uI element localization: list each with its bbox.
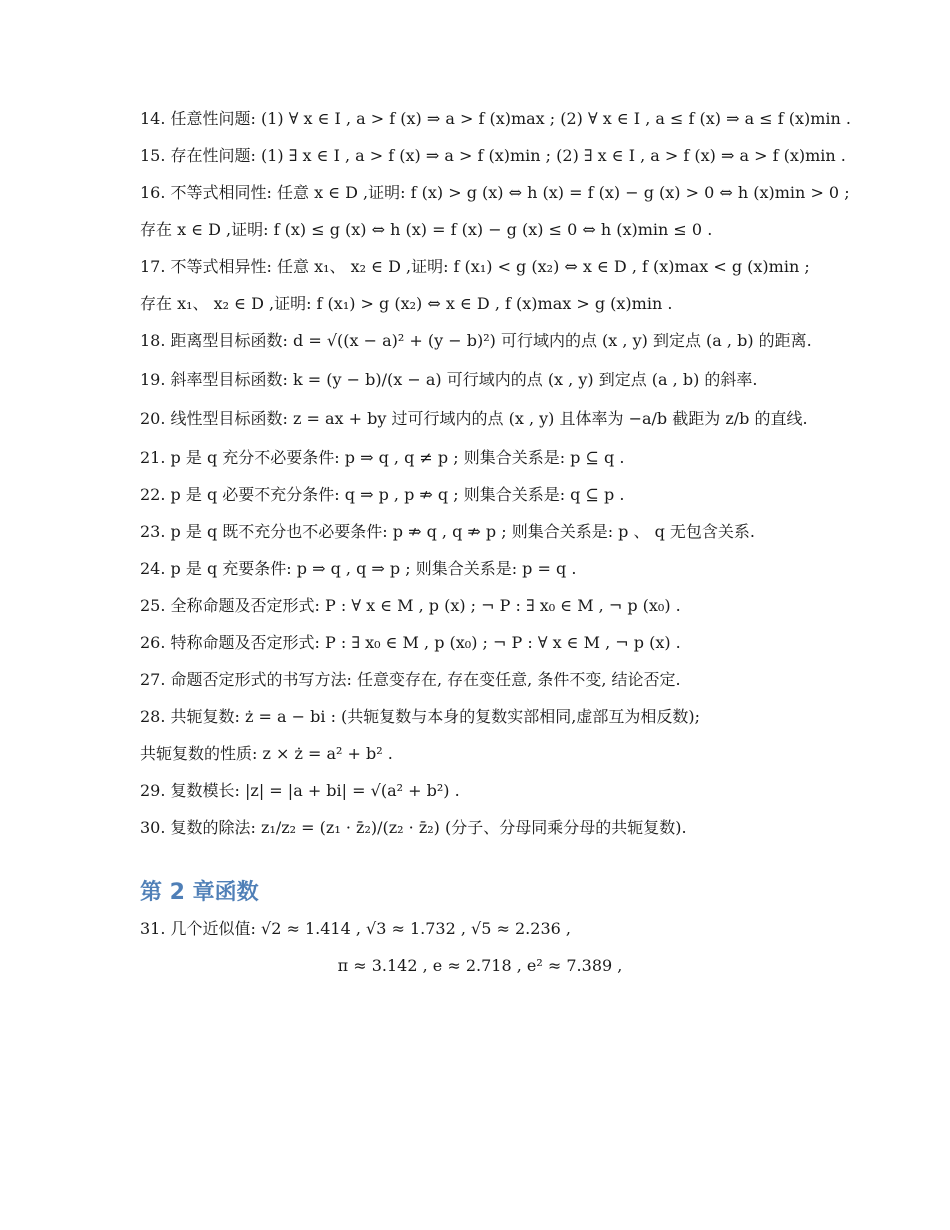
item-17: 17. 不等式相异性: 任意 x₁、 x₂ ∈ D ,证明: f (x₁) < g (x₂) ⇔ x ∈ D , f (x)max < g (x)min ; [140,257,810,276]
item-23: 23. p 是 q 既不充分也不必要条件: p ⇏ q , q ⇏ p ; 则集合关系是: p 、 q 无包含关系. [140,522,756,541]
chapter-heading: 第 2 章函数 [140,880,259,905]
item-30: 30. 复数的除法: z₁/z₂ = (z₁ · z̄₂)/(z₂ · z̄₂) (分子、分母同乘分母的共轭复数). [140,818,687,837]
item-29: 29. 复数模长: |z| = |a + bi| = √(a² + b²) . [140,781,460,800]
item-19: 19. 斜率型目标函数: k = (y − b)/(x − a) 可行域内的点 (x , y) 到定点 (a , b) 的斜率. [140,370,758,389]
item-20: 20. 线性型目标函数: z = ax + by 过可行域内的点 (x , y) 且体率为 −a/b 截距为 z/b 的直线. [140,409,808,428]
item-24: 24. p 是 q 充要条件: p ⇒ q , q ⇒ p ; 则集合关系是: p = q . [140,559,577,578]
item-25: 25. 全称命题及否定形式: P : ∀ x ∈ M , p (x) ; ¬ P : ∃ x₀ ∈ M , ¬ p (x₀) . [140,596,681,615]
item-14: 14. 任意性问题: (1) ∀ x ∈ I , a > f (x) ⇒ a > f (x)max ; (2) ∀ x ∈ I , a ≤ f (x) ⇒ a ≤ f (x)min . [140,109,851,128]
item-21: 21. p 是 q 充分不必要条件: p ⇒ q , q ≠ p ; 则集合关系是: p ⊆ q . [140,448,625,467]
item-22: 22. p 是 q 必要不充分条件: q ⇒ p , p ⇏ q ; 则集合关系是: q ⊆ p . [140,485,625,504]
item-16-cont: 存在 x ∈ D ,证明: f (x) ≤ g (x) ⇔ h (x) = f (x) − g (x) ≤ 0 ⇔ h (x)min ≤ 0 . [140,220,713,239]
item-31: 31. 几个近似值: √2 ≈ 1.414 , √3 ≈ 1.732 , √5 ≈ 2.236 , [140,919,571,938]
item-15: 15. 存在性问题: (1) ∃ x ∈ I , a > f (x) ⇒ a > f (x)min ; (2) ∃ x ∈ I , a > f (x) ⇒ a > f (x)min . [140,146,846,165]
document-page [140,108,851,992]
item-28: 28. 共轭复数: ż = a − bi : (共轭复数与本身的复数实部相同,虚部互为相反数); [140,707,701,726]
item-17-cont: 存在 x₁、 x₂ ∈ D ,证明: f (x₁) > g (x₂) ⇔ x ∈ D , f (x)max > g (x)min . [140,294,673,313]
item-27: 27. 命题否定形式的书写方法: 任意变存在, 存在变任意, 条件不变, 结论否定. [140,670,681,689]
item-16: 16. 不等式相同性: 任意 x ∈ D ,证明: f (x) > g (x) ⇔ h (x) = f (x) − g (x) > 0 ⇔ h (x)min > 0 ; [140,183,850,202]
item-28-cont: 共轭复数的性质: z × ż = a² + b² . [140,744,393,763]
item-18: 18. 距离型目标函数: d = √((x − a)² + (y − b)²) 可行域内的点 (x , y) 到定点 (a , b) 的距离. [140,331,812,350]
item-31-cont: π ≈ 3.142 , e ≈ 2.718 , e² ≈ 7.389 , [337,956,623,975]
item-26: 26. 特称命题及否定形式: P : ∃ x₀ ∈ M , p (x₀) ; ¬ P : ∀ x ∈ M , ¬ p (x) . [140,633,681,652]
